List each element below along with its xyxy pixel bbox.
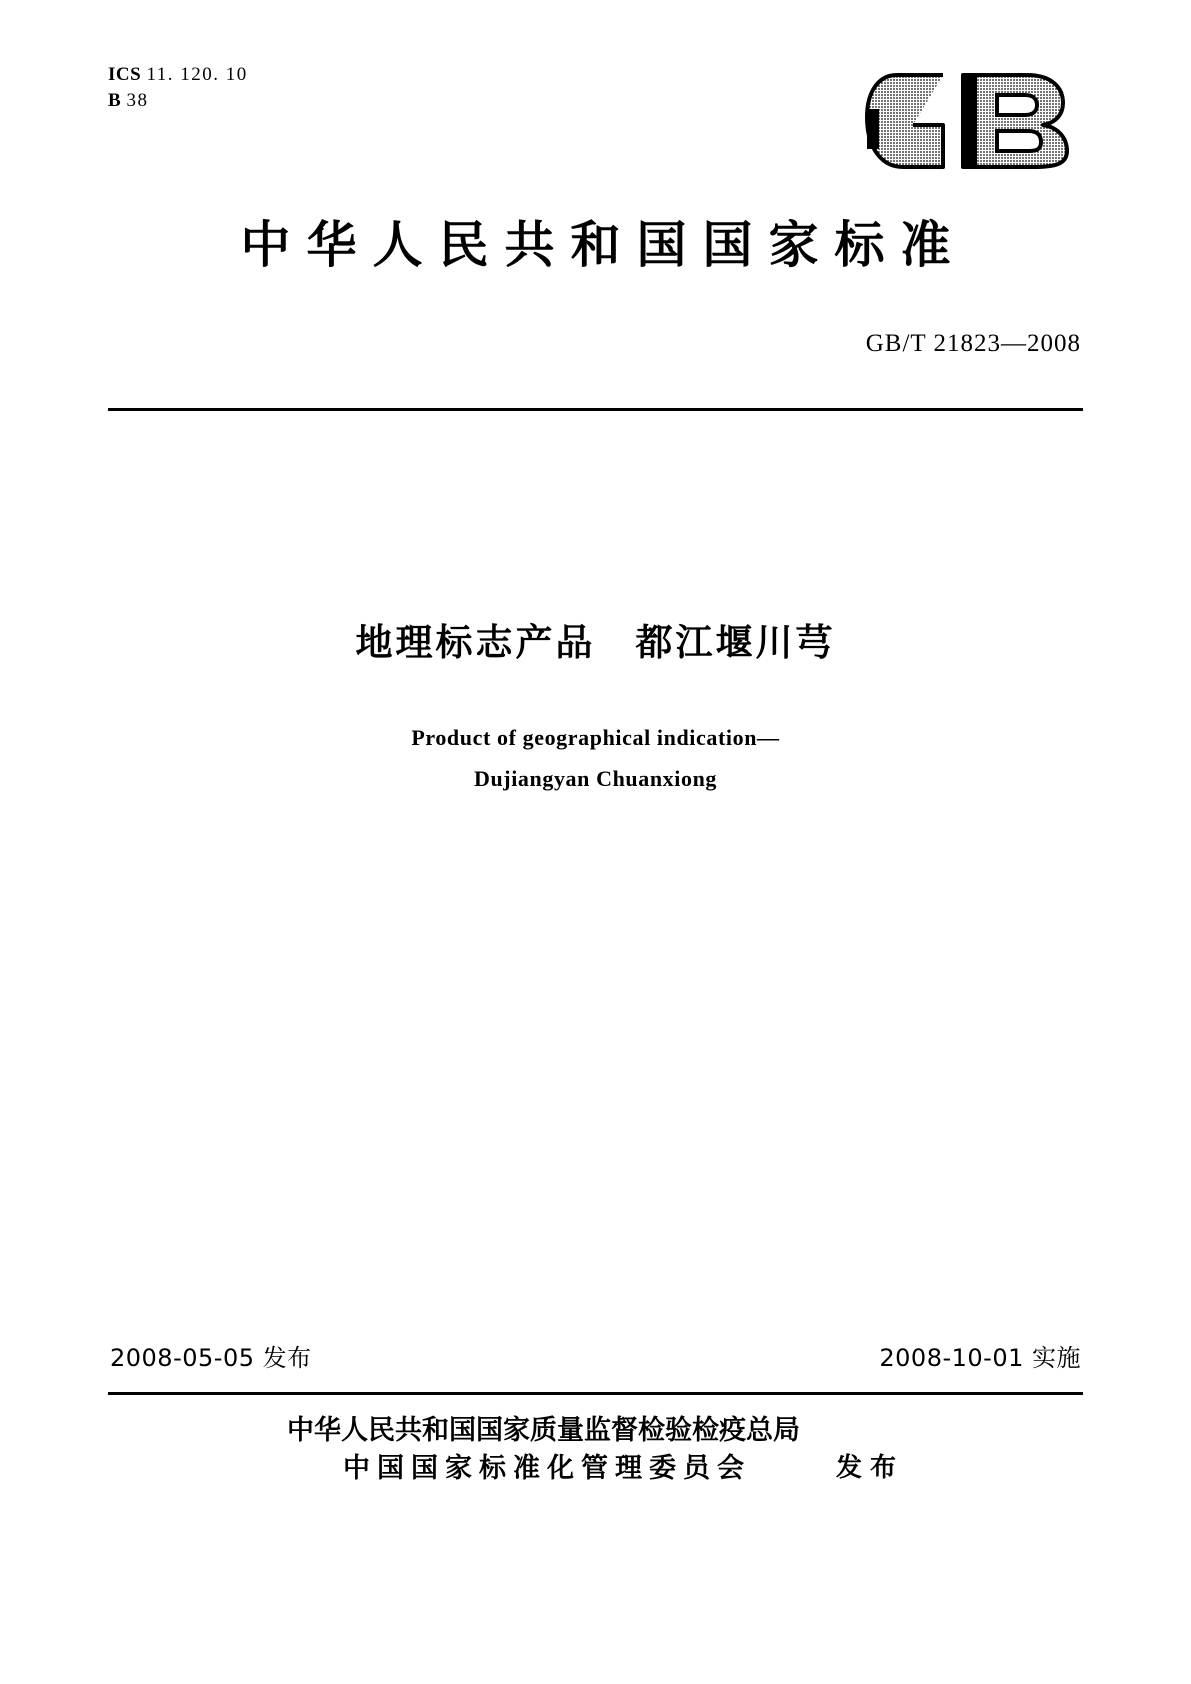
- publisher-names: [287, 1412, 800, 1488]
- ics-block: [108, 62, 248, 113]
- document-title-chinese: 地理标志产品 都江堰川芎: [355, 621, 836, 664]
- classification-value: 38: [126, 89, 149, 111]
- national-standard-title: 中华人民共和国国家标准: [240, 216, 967, 274]
- ics-value: 11. 120. 10: [146, 64, 248, 85]
- gb-emblem-icon: [851, 55, 1081, 190]
- standard-number: GB/T 21823—2008: [865, 330, 1081, 357]
- ics-line: [108, 62, 248, 88]
- document-title-english-line1: Product of geographical indication—: [411, 725, 780, 750]
- classification-label: B: [108, 89, 122, 111]
- document-title-english-line2: Dujiangyan Chuanxiong: [473, 765, 718, 791]
- publisher-line-1: 中华人民共和国国家质量监督检验检疫总局: [286, 1415, 800, 1446]
- publisher-line-2: 中国国家标准化管理委员会: [342, 1452, 751, 1484]
- divider-top: [108, 408, 1083, 411]
- document-title-english: [0, 718, 1191, 799]
- effective-date: 2008-10-01 实施: [879, 1344, 1081, 1372]
- publisher-block: [0, 1412, 1191, 1488]
- classification-line: [108, 88, 248, 114]
- publisher-action: 发布: [835, 1452, 904, 1483]
- divider-bottom: [108, 1392, 1083, 1395]
- ics-label: ICS: [108, 64, 142, 85]
- issue-date: 2008-05-05 发布: [110, 1344, 312, 1372]
